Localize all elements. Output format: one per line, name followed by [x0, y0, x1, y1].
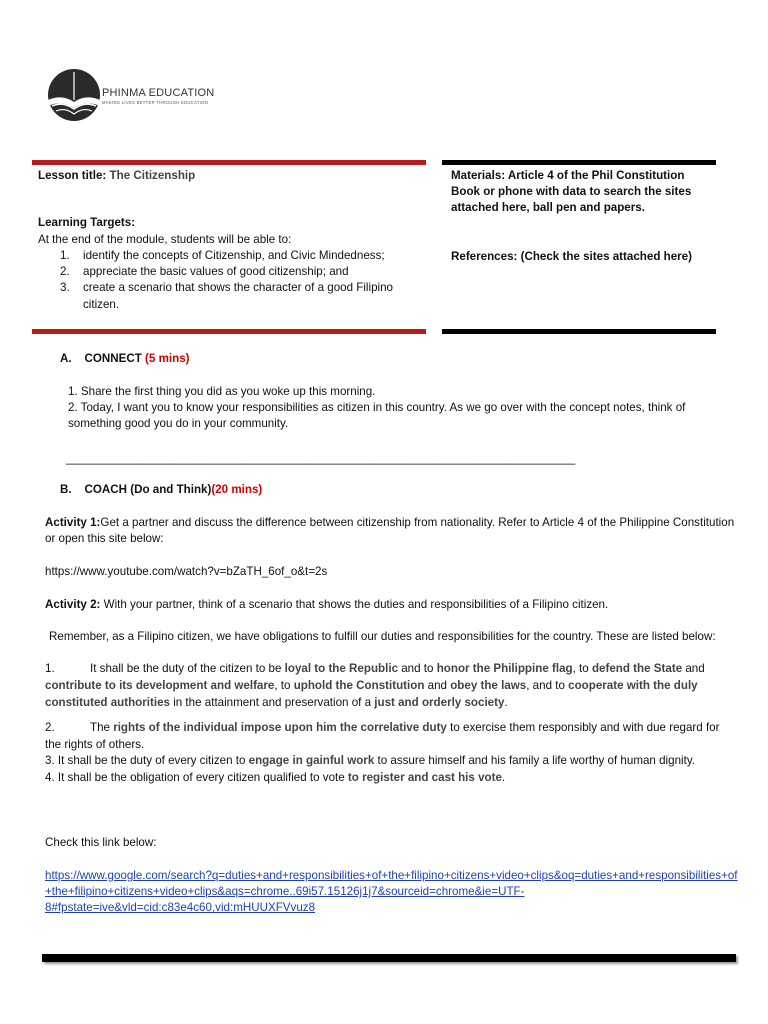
text-segment: obey the laws	[450, 679, 527, 692]
materials-line: attached here, ball pen and papers.	[451, 201, 645, 214]
text-segment: .	[501, 771, 506, 784]
text-segment: constituted authorities	[45, 696, 170, 709]
duty-3	[45, 753, 695, 769]
google-link-line-1[interactable]	[45, 868, 738, 884]
text-segment: rights of the individual impose upon him the correlative duty	[113, 721, 447, 734]
text-segment: uphold the Constitution	[293, 679, 425, 692]
text-segment: 4. It shall be the obligation of every citizen qualified to vote	[45, 771, 348, 784]
text-segment: .	[504, 696, 508, 709]
header-bottom-rule-right	[442, 329, 716, 334]
google-link-line-2[interactable]	[45, 884, 525, 900]
duty-4	[45, 770, 505, 786]
lesson-title-label: Lesson title:	[38, 169, 107, 182]
text-segment: cooperate with the duly	[568, 679, 698, 692]
references-text: References: (Check the sites attached here)	[451, 250, 692, 263]
text-segment: 3. It shall be the duty of every citizen to	[45, 754, 249, 767]
connect-item-1: 1. Share the first thing you did as you woke up this morning.	[68, 385, 376, 398]
text-segment: contribute to its development and welfare	[45, 679, 275, 692]
text-segment: and	[682, 662, 705, 675]
connect-item-2-cont: something good you do in your community.	[68, 417, 289, 430]
duty-1-number: 1.	[45, 662, 55, 675]
activity-1	[45, 515, 734, 531]
target-text: identify the concepts of Citizenship, and Civic Mindedness;	[83, 249, 385, 262]
text-segment: in the attainment and preservation of a	[169, 696, 375, 709]
google-link-3[interactable]: 8#fpstate=ive&vld=cid:c83e4c60,vid:mHUUXFVvuz8	[45, 901, 316, 914]
duty-1-line-3	[45, 695, 508, 711]
coach-time: (20 mins)	[211, 483, 263, 496]
header-top-rule-right	[442, 160, 716, 165]
text-segment: , and to	[526, 679, 569, 692]
activity-1-cont: or open this site below:	[45, 532, 164, 545]
logo-name: PHINMA EDUCATION	[102, 87, 215, 99]
text-segment: The	[90, 721, 114, 734]
target-number: 3.	[60, 281, 70, 294]
target-number: 2.	[60, 265, 70, 278]
target-number: 1.	[60, 249, 70, 262]
duty-1-line-2	[45, 678, 698, 694]
materials-line: Materials: Article 4 of the Phil Constitution	[451, 169, 685, 182]
text-segment: and	[424, 679, 451, 692]
text-segment: defend the State	[591, 662, 683, 675]
duty-2-line-1	[90, 720, 720, 736]
youtube-url[interactable]: https://www.youtube.com/watch?v=bZaTH_6of_o&t=2s	[45, 565, 328, 578]
answer-line[interactable]: _______________________________________________________________________________	[66, 452, 576, 465]
text-segment: to assure himself and his family a life worthy of human dignity.	[374, 754, 695, 767]
connect-title: CONNECT	[84, 352, 142, 365]
learning-targets-intro: At the end of the module, students will be able to:	[38, 233, 292, 246]
coach-heading	[60, 482, 262, 498]
lesson-title: The Citizenship	[109, 169, 196, 182]
target-text: create a scenario that shows the character of a good Filipino	[83, 281, 393, 294]
text-segment: and to	[398, 662, 437, 675]
text-segment: just and orderly society	[374, 696, 505, 709]
materials-line: Book or phone with data to search the sites	[451, 185, 692, 198]
text-segment: honor the Philippine flag	[436, 662, 573, 675]
learning-targets-label: Learning Targets:	[38, 216, 136, 229]
text-segment: , to	[274, 679, 294, 692]
text-segment: to exercise them responsibly and with due regard for	[446, 721, 720, 734]
text-segment: loyal to the Republic	[284, 662, 399, 675]
google-link-line-3[interactable]	[45, 900, 315, 916]
text-segment: to register and cast his vote	[347, 771, 502, 784]
activity-2-label: Activity 2:	[45, 598, 101, 611]
target-text: appreciate the basic values of good citizenship; and	[83, 265, 349, 278]
remember-text: Remember, as a Filipino citizen, we have obligations to fulfill our duties and responsibilities for the country. These are listed below:	[49, 630, 716, 643]
google-link-2[interactable]: +the+filipino+citizens+video+clips&aqs=chrome..69i57.15126j1j7&sourceid=chrome&ie=UTF-	[45, 885, 525, 898]
activity-2-text: With your partner, think of a scenario that shows the duties and responsibilities of a Filipino citizen.	[100, 598, 609, 611]
activity-1-label: Activity 1:	[45, 516, 101, 529]
duty-2-line-2: the rights of others.	[45, 738, 145, 751]
coach-title: COACH (Do and Think)	[84, 483, 212, 496]
connect-time: (5 mins)	[145, 352, 190, 365]
footer-rule	[42, 954, 736, 962]
activity-2	[45, 597, 608, 613]
check-link-text: Check this link below:	[45, 836, 157, 849]
lesson-title-line	[38, 168, 195, 184]
text-segment: , to	[572, 662, 592, 675]
duty-2-number: 2.	[45, 721, 55, 734]
connect-item-2: 2. Today, I want you to know your responsibilities as citizen in this country. As we go over with the concept notes, think of	[68, 401, 686, 414]
connect-letter: A.	[60, 352, 72, 365]
header-bottom-rule-left	[32, 329, 426, 334]
book-globe-icon	[46, 66, 100, 126]
google-link-1[interactable]: https://www.google.com/search?q=duties+and+responsibilities+of+the+filipino+citizens+video+clips&oq=duties+and+responsibilities+of	[45, 869, 738, 882]
coach-letter: B.	[60, 483, 72, 496]
target-3-continued: citizen.	[83, 298, 120, 311]
phinma-logo	[46, 66, 246, 126]
connect-heading	[60, 351, 190, 367]
text-segment: engage in gainful work	[248, 754, 375, 767]
activity-1-text: Get a partner and discuss the difference between citizenship from nationality. Refer to Article 4 of the Philippine Constitution	[100, 516, 735, 529]
duty-1-line-1	[90, 661, 705, 677]
header-top-rule-left	[32, 160, 426, 165]
text-segment: It shall be the duty of the citizen to be	[90, 662, 285, 675]
logo-tagline: MAKING LIVES BETTER THROUGH EDUCATION	[102, 100, 209, 105]
